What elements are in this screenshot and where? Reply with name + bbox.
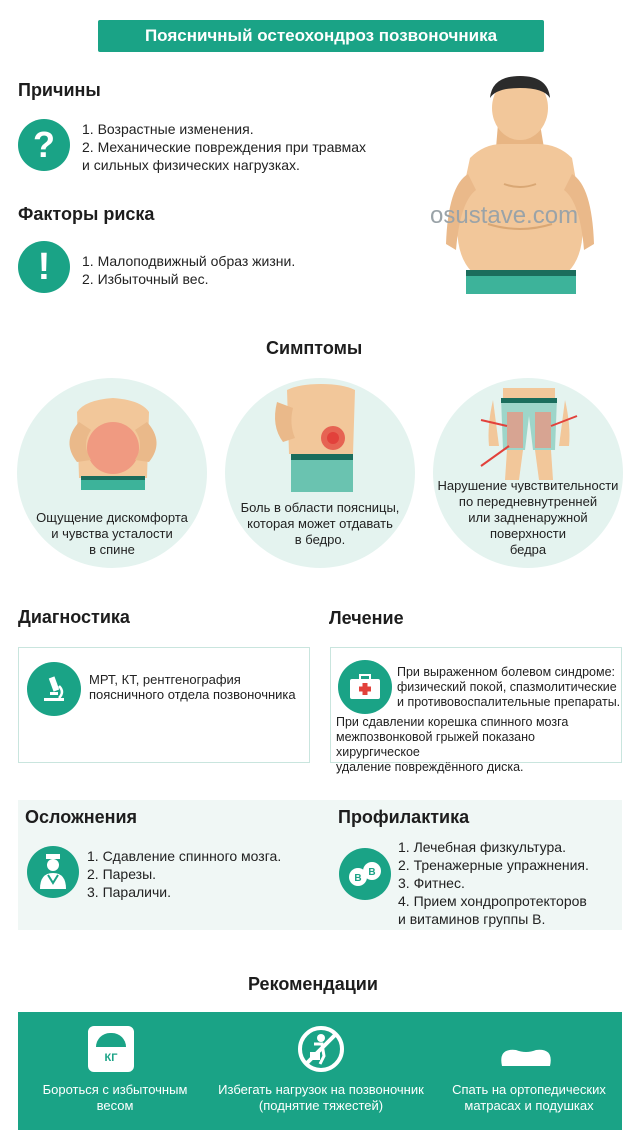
- page-title: Поясничный остеохондроз позвоночника: [98, 20, 544, 52]
- symptom-circle-2: [225, 378, 415, 568]
- treatment-text-1: При выраженном болевом синдроме: физический покой, спазмолитические и противовоспалительные препараты.: [397, 665, 621, 709]
- list-item: 2. Тренажерные упражнения.: [398, 857, 589, 873]
- complications-list: [87, 847, 281, 901]
- complications-heading: Осложнения: [25, 807, 138, 827]
- back-pain-illustration: [57, 382, 169, 492]
- first-aid-kit-icon: [338, 660, 392, 714]
- list-item: и витаминов группы В.: [398, 911, 546, 927]
- list-item: и сильных физических нагрузках.: [82, 157, 300, 173]
- symptom-circle-1: [17, 378, 207, 568]
- man-torso-illustration: [440, 74, 600, 300]
- symptom-text-2: Боль в области поясницы, которая может отдавать в бедро.: [240, 500, 400, 547]
- list-item: 2. Парезы.: [87, 866, 157, 882]
- prevention-heading: Профилактика: [338, 807, 470, 827]
- pillow-icon: [498, 1044, 554, 1070]
- causes-heading: Причины: [18, 80, 101, 100]
- recommendation-text-3: Спать на ортопедических матрасах и подушках: [452, 1082, 606, 1113]
- diagnostics-box: [18, 647, 310, 763]
- list-item: 3. Параличи.: [87, 884, 171, 900]
- list-item: 2. Избыточный вес.: [82, 271, 209, 287]
- thigh-numbness-illustration: [479, 386, 579, 482]
- causes-list: [82, 120, 366, 174]
- vitamins-icon: [339, 848, 391, 900]
- symptom-text-3: Нарушение чувствительности по передневнутренней или задненаружной поверхности бедра: [437, 478, 619, 557]
- doctor-icon: [27, 846, 79, 898]
- list-item: 1. Лечебная физкультура.: [398, 839, 566, 855]
- scale-icon: [88, 1026, 134, 1072]
- risk-factors-list: [82, 252, 295, 288]
- recommendations-panel: [18, 1012, 622, 1130]
- risk-factors-heading: Факторы риска: [18, 204, 155, 224]
- no-lifting-icon: [296, 1024, 346, 1074]
- list-item: 1. Сдавление спинного мозга.: [87, 848, 282, 864]
- recommendations-heading: Рекомендации: [248, 974, 378, 994]
- recommendation-text-1: Бороться с избыточным весом: [42, 1082, 188, 1113]
- list-item: 2. Механические повреждения при травмах: [82, 139, 367, 155]
- list-item: 4. Прием хондропротекторов: [398, 893, 587, 909]
- list-item: 3. Фитнес.: [398, 875, 465, 891]
- symptom-text-1: Ощущение дискомфорта и чувства усталости в спине: [36, 510, 188, 557]
- svg-text:B: B: [354, 873, 362, 884]
- recommendation-text-2: Избегать нагрузок на позвоночник (поднятие тяжестей): [218, 1082, 424, 1113]
- lower-back-pain-illustration: [269, 382, 373, 494]
- diagnostics-text: МРТ, КТ, рентгенография поясничного отдела позвоночника: [89, 672, 296, 702]
- list-item: 1. Малоподвижный образ жизни.: [82, 253, 296, 269]
- question-icon: ?: [18, 119, 70, 171]
- exclamation-icon: !: [18, 241, 70, 293]
- symptoms-heading: Симптомы: [266, 338, 363, 358]
- list-item: 1. Возрастные изменения.: [82, 121, 254, 137]
- treatment-box: [330, 647, 622, 774]
- treatment-heading: Лечение: [329, 608, 404, 628]
- scale-unit-label: КГ: [104, 1052, 118, 1064]
- symptom-circle-3: [433, 378, 623, 568]
- prevention-list: [398, 838, 589, 928]
- diagnostics-heading: Диагностика: [18, 607, 130, 627]
- microscope-icon: [27, 662, 81, 716]
- watermark: osustave.com: [430, 202, 579, 229]
- treatment-text-2: При сдавлении корешка спинного мозга межпозвонковой грыжей показано хирургическое удаление повреждённого диска.: [336, 715, 569, 774]
- svg-text:B: B: [368, 867, 376, 878]
